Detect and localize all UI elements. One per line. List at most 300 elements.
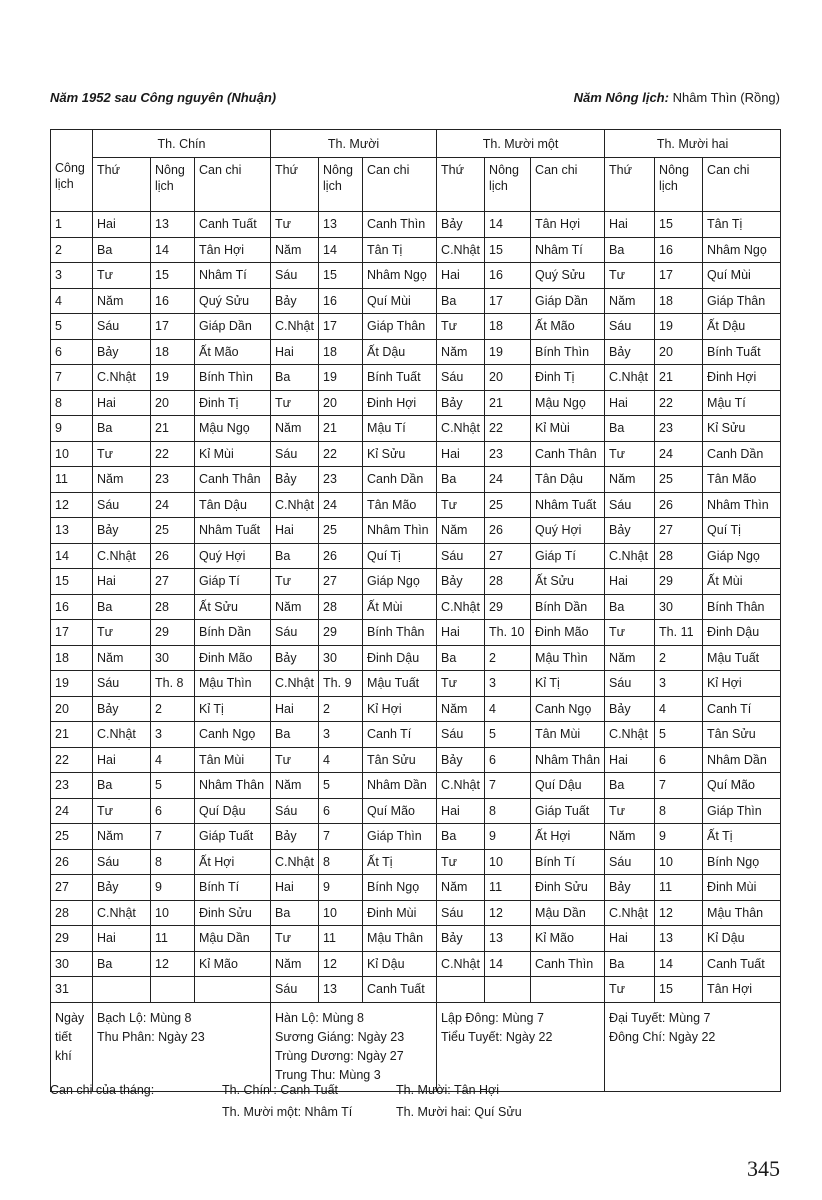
weekday-cell: Sáu <box>271 798 319 824</box>
can-chi-cell: Ất Mão <box>531 314 605 340</box>
day-number: 6 <box>51 339 93 365</box>
can-chi-cell: Bính Tí <box>195 875 271 901</box>
lunar-day-cell: 14 <box>485 212 531 238</box>
weekday-cell: Năm <box>605 645 655 671</box>
can-chi-cell: Tân Mùi <box>195 747 271 773</box>
footer-month-canchi: Th. Mười hai: Quí Sửu <box>396 1105 522 1119</box>
weekday-cell: Sáu <box>437 722 485 748</box>
can-chi-cell: Mậu Thân <box>703 900 781 926</box>
lunar-day-cell: 13 <box>319 212 363 238</box>
can-chi-cell: Quí Dậu <box>195 798 271 824</box>
weekday-cell: Bảy <box>437 926 485 952</box>
day-number: 31 <box>51 977 93 1003</box>
weekday-cell: Năm <box>271 416 319 442</box>
day-row <box>51 518 781 544</box>
weekday-cell: Sáu <box>271 441 319 467</box>
lunar-day-cell: 30 <box>151 645 195 671</box>
weekday-cell: Năm <box>271 237 319 263</box>
can-chi-cell: Nhâm Tuất <box>195 518 271 544</box>
can-chi-cell: Mậu Ngọ <box>531 390 605 416</box>
weekday-cell: Tư <box>605 620 655 646</box>
lunar-day-cell: 7 <box>485 773 531 799</box>
day-row <box>51 543 781 569</box>
lunar-day-cell: 14 <box>151 237 195 263</box>
lunar-day-cell: 23 <box>319 467 363 493</box>
tiet-khi-entry: Trùng Dương: Ngày 27 <box>275 1048 404 1063</box>
lunar-day-cell: 16 <box>485 263 531 289</box>
lunar-day-cell: 20 <box>319 390 363 416</box>
lunar-year-header <box>574 90 780 105</box>
lunar-day-cell: 3 <box>655 671 703 697</box>
can-chi-cell: Canh Thân <box>195 467 271 493</box>
can-chi-cell: Giáp Thân <box>703 288 781 314</box>
can-chi-cell: Quí Mão <box>363 798 437 824</box>
weekday-cell: Tư <box>605 977 655 1003</box>
lunar-day-cell: 24 <box>151 492 195 518</box>
weekday-cell: Ba <box>93 416 151 442</box>
weekday-cell: Tư <box>437 849 485 875</box>
day-row <box>51 441 781 467</box>
day-row <box>51 288 781 314</box>
table-body <box>51 212 781 1092</box>
can-chi-cell: Kỉ Sửu <box>363 441 437 467</box>
can-chi-cell: Đinh Dậu <box>703 620 781 646</box>
weekday-cell: Ba <box>93 237 151 263</box>
weekday-cell: Hai <box>271 518 319 544</box>
lunar-day-cell: 13 <box>485 926 531 952</box>
lunar-day-cell: 21 <box>151 416 195 442</box>
lunar-day-cell: 8 <box>151 849 195 875</box>
day-row <box>51 594 781 620</box>
can-chi-cell: Mậu Ngọ <box>195 416 271 442</box>
weekday-cell: C.Nhật <box>271 671 319 697</box>
can-chi-cell: Nhâm Tuất <box>531 492 605 518</box>
can-chi-cell: Quý Hợi <box>195 543 271 569</box>
weekday-cell: Sáu <box>271 263 319 289</box>
lunar-day-cell: 17 <box>319 314 363 340</box>
day-row <box>51 977 781 1003</box>
lunar-day-cell: 14 <box>485 951 531 977</box>
day-row <box>51 620 781 646</box>
weekday-cell: Ba <box>605 237 655 263</box>
lunar-day-cell: 3 <box>485 671 531 697</box>
can-chi-cell: Bính Thìn <box>195 365 271 391</box>
can-chi-cell: Ất Sửu <box>195 594 271 620</box>
can-chi-cell <box>531 977 605 1003</box>
can-chi-cell: Ất Hợi <box>195 849 271 875</box>
weekday-cell: Tư <box>271 569 319 595</box>
lunar-day-cell: 11 <box>151 926 195 952</box>
header-thu: Thứ <box>605 158 655 212</box>
day-number: 21 <box>51 722 93 748</box>
weekday-cell: Hai <box>271 696 319 722</box>
lunar-day-cell: 17 <box>655 263 703 289</box>
day-row <box>51 926 781 952</box>
can-chi-cell: Quý Sửu <box>531 263 605 289</box>
can-chi-cell: Tân Mão <box>703 467 781 493</box>
can-chi-cell: Mậu Thân <box>363 926 437 952</box>
month-title: Th. Mười hai <box>605 130 781 158</box>
can-chi-cell: Ất Mùi <box>363 594 437 620</box>
day-number: 17 <box>51 620 93 646</box>
weekday-cell: Sáu <box>437 900 485 926</box>
month-title: Th. Chín <box>93 130 271 158</box>
weekday-cell: Bảy <box>437 390 485 416</box>
lunar-day-cell: 8 <box>655 798 703 824</box>
can-chi-cell: Đinh Mùi <box>703 875 781 901</box>
lunar-day-cell <box>485 977 531 1003</box>
lunar-day-cell: 27 <box>319 569 363 595</box>
weekday-cell: Hai <box>437 620 485 646</box>
weekday-cell: Hai <box>605 926 655 952</box>
weekday-cell: Năm <box>437 339 485 365</box>
day-row <box>51 314 781 340</box>
lunar-day-cell: 19 <box>319 365 363 391</box>
can-chi-cell: Đinh Mão <box>531 620 605 646</box>
can-chi-cell: Canh Tí <box>363 722 437 748</box>
weekday-cell: Bảy <box>93 339 151 365</box>
weekday-cell: Năm <box>93 824 151 850</box>
lunar-day-cell: 21 <box>485 390 531 416</box>
can-chi-cell: Quí Mão <box>703 773 781 799</box>
lunar-day-cell: 26 <box>319 543 363 569</box>
lunar-day-cell: 28 <box>319 594 363 620</box>
day-row <box>51 390 781 416</box>
footer-month-canchi: Th. Mười: Tân Hợi <box>396 1083 500 1097</box>
tiet-khi-entry: Tiểu Tuyết: Ngày 22 <box>441 1029 553 1044</box>
weekday-cell: C.Nhật <box>271 314 319 340</box>
can-chi-cell: Canh Thìn <box>531 951 605 977</box>
can-chi-cell: Kỉ Dậu <box>703 926 781 952</box>
can-chi-cell: Kỉ Mùi <box>195 441 271 467</box>
can-chi-cell: Kỉ Mùi <box>531 416 605 442</box>
lunar-day-cell: 18 <box>485 314 531 340</box>
day-number: 15 <box>51 569 93 595</box>
header-nong-lich: Nông lịch <box>151 158 195 212</box>
can-chi-cell: Bính Thân <box>363 620 437 646</box>
weekday-cell: Ba <box>93 951 151 977</box>
tiet-khi-entry: Đại Tuyết: Mùng 7 <box>609 1010 711 1025</box>
lunar-day-cell: 6 <box>319 798 363 824</box>
can-chi-cell: Giáp Thìn <box>703 798 781 824</box>
lunar-day-cell: 25 <box>485 492 531 518</box>
weekday-cell: Sáu <box>271 977 319 1003</box>
tiet-khi-entry: Bạch Lộ: Mùng 8 <box>97 1010 192 1025</box>
weekday-cell: C.Nhật <box>605 543 655 569</box>
can-chi-cell: Giáp Tí <box>531 543 605 569</box>
lunar-day-cell: 6 <box>151 798 195 824</box>
weekday-cell: Hai <box>93 390 151 416</box>
can-chi-cell: Mậu Dần <box>531 900 605 926</box>
lunar-day-cell: 21 <box>319 416 363 442</box>
day-number: 9 <box>51 416 93 442</box>
can-chi-cell: Tân Mùi <box>531 722 605 748</box>
weekday-cell: Tư <box>271 926 319 952</box>
lunar-day-cell: 29 <box>655 569 703 595</box>
can-chi-cell <box>195 977 271 1003</box>
weekday-cell: Bảy <box>271 824 319 850</box>
can-chi-cell: Mậu Dần <box>195 926 271 952</box>
weekday-cell: Bảy <box>437 747 485 773</box>
lunar-day-cell: 8 <box>319 849 363 875</box>
day-number: 16 <box>51 594 93 620</box>
tiet-khi-cell <box>93 1002 271 1091</box>
can-chi-cell: Tân Hợi <box>703 977 781 1003</box>
weekday-cell: C.Nhật <box>271 849 319 875</box>
weekday-cell: Hai <box>93 212 151 238</box>
can-chi-cell: Quí Tị <box>363 543 437 569</box>
lunar-day-cell: 19 <box>655 314 703 340</box>
lunar-day-cell: 25 <box>655 467 703 493</box>
day-number: 22 <box>51 747 93 773</box>
can-chi-cell: Quí Tị <box>703 518 781 544</box>
can-chi-cell: Ất Hợi <box>531 824 605 850</box>
day-row <box>51 722 781 748</box>
header-nong-lich: Nông lịch <box>319 158 363 212</box>
tiet-khi-entry: Đông Chí: Ngày 22 <box>609 1029 716 1044</box>
can-chi-cell: Bính Ngọ <box>363 875 437 901</box>
day-number: 20 <box>51 696 93 722</box>
lunar-day-cell: 12 <box>655 900 703 926</box>
can-chi-cell: Nhâm Tí <box>195 263 271 289</box>
can-chi-cell: Kỉ Dậu <box>363 951 437 977</box>
can-chi-cell: Mậu Thìn <box>195 671 271 697</box>
lunar-day-cell: 26 <box>655 492 703 518</box>
lunar-day-cell: 27 <box>485 543 531 569</box>
lunar-day-cell: 13 <box>151 212 195 238</box>
lunar-day-cell: 2 <box>319 696 363 722</box>
can-chi-cell: Mậu Thìn <box>531 645 605 671</box>
day-row <box>51 747 781 773</box>
day-number: 11 <box>51 467 93 493</box>
can-chi-cell: Nhâm Thân <box>531 747 605 773</box>
lunar-day-cell: 2 <box>151 696 195 722</box>
lunar-day-cell: 16 <box>655 237 703 263</box>
weekday-cell: Ba <box>605 773 655 799</box>
header-can-chi: Can chi <box>531 158 605 212</box>
weekday-cell: Hai <box>437 441 485 467</box>
day-row <box>51 798 781 824</box>
lunar-day-cell: 24 <box>655 441 703 467</box>
lunar-day-cell: 22 <box>485 416 531 442</box>
day-row <box>51 492 781 518</box>
day-number: 25 <box>51 824 93 850</box>
can-chi-cell: Bính Thân <box>703 594 781 620</box>
weekday-cell: C.Nhật <box>93 543 151 569</box>
header-thu: Thứ <box>93 158 151 212</box>
lunar-day-cell: 14 <box>655 951 703 977</box>
can-chi-cell: Bính Tuất <box>703 339 781 365</box>
day-number: 7 <box>51 365 93 391</box>
can-chi-cell: Canh Tí <box>703 696 781 722</box>
lunar-day-cell: 4 <box>151 747 195 773</box>
can-chi-cell: Ất Mùi <box>703 569 781 595</box>
can-chi-cell: Nhâm Dần <box>703 747 781 773</box>
weekday-cell <box>93 977 151 1003</box>
weekday-cell: Tư <box>605 441 655 467</box>
lunar-day-cell: 12 <box>151 951 195 977</box>
lunar-day-cell: 13 <box>319 977 363 1003</box>
lunar-day-cell: 2 <box>485 645 531 671</box>
weekday-cell: Bảy <box>93 875 151 901</box>
day-row <box>51 263 781 289</box>
lunar-day-cell: 9 <box>319 875 363 901</box>
day-number: 8 <box>51 390 93 416</box>
weekday-cell: Ba <box>271 722 319 748</box>
day-row <box>51 339 781 365</box>
can-chi-cell: Tân Dậu <box>531 467 605 493</box>
day-row <box>51 645 781 671</box>
day-row <box>51 849 781 875</box>
can-chi-cell: Quí Mùi <box>703 263 781 289</box>
can-chi-cell: Nhâm Tí <box>531 237 605 263</box>
day-number: 4 <box>51 288 93 314</box>
lunar-day-cell: 26 <box>151 543 195 569</box>
weekday-cell: Bảy <box>271 288 319 314</box>
weekday-cell: Tư <box>271 747 319 773</box>
lunar-day-cell: 23 <box>485 441 531 467</box>
lunar-day-cell: Th. 9 <box>319 671 363 697</box>
lunar-day-cell: 3 <box>319 722 363 748</box>
lunar-day-cell: 5 <box>485 722 531 748</box>
footer-month-canchi: Th. Chín : Canh Tuất <box>222 1083 339 1097</box>
weekday-cell: C.Nhật <box>93 365 151 391</box>
can-chi-cell: Giáp Ngọ <box>703 543 781 569</box>
lunar-day-cell: 18 <box>151 339 195 365</box>
weekday-cell: C.Nhật <box>605 900 655 926</box>
weekday-cell: Ba <box>437 645 485 671</box>
lunar-day-cell: 17 <box>151 314 195 340</box>
tiet-khi-label: Ngày tiết khí <box>51 1002 93 1091</box>
day-row <box>51 237 781 263</box>
day-row <box>51 467 781 493</box>
lunar-day-cell: 15 <box>485 237 531 263</box>
can-chi-cell: Bính Dần <box>195 620 271 646</box>
header-thu: Thứ <box>437 158 485 212</box>
can-chi-cell: Ất Tị <box>363 849 437 875</box>
can-chi-cell: Nhâm Ngọ <box>363 263 437 289</box>
lunar-day-cell: 22 <box>151 441 195 467</box>
lunar-day-cell: 15 <box>151 263 195 289</box>
lunar-day-cell: 9 <box>655 824 703 850</box>
can-chi-cell: Kỉ Mão <box>195 951 271 977</box>
lunar-day-cell: 23 <box>655 416 703 442</box>
can-chi-cell: Đinh Sửu <box>195 900 271 926</box>
weekday-cell: Sáu <box>93 671 151 697</box>
header-can-chi: Can chi <box>363 158 437 212</box>
can-chi-cell: Giáp Dần <box>195 314 271 340</box>
tiet-khi-row <box>51 1002 781 1091</box>
lunar-day-cell: 26 <box>485 518 531 544</box>
can-chi-cell: Nhâm Thìn <box>703 492 781 518</box>
weekday-cell: Năm <box>437 875 485 901</box>
day-row <box>51 824 781 850</box>
lunar-day-cell: Th. 11 <box>655 620 703 646</box>
weekday-cell: Hai <box>605 390 655 416</box>
lunar-day-cell: 12 <box>485 900 531 926</box>
lunar-day-cell: 18 <box>319 339 363 365</box>
lunar-day-cell: 11 <box>485 875 531 901</box>
day-number: 10 <box>51 441 93 467</box>
can-chi-cell: Tân Sửu <box>703 722 781 748</box>
weekday-cell: Bảy <box>271 467 319 493</box>
weekday-cell: Sáu <box>93 492 151 518</box>
month-title: Th. Mười một <box>437 130 605 158</box>
lunar-day-cell: 9 <box>151 875 195 901</box>
lunar-day-cell: 11 <box>655 875 703 901</box>
can-chi-cell: Bính Tí <box>531 849 605 875</box>
can-chi-cell: Đinh Tị <box>531 365 605 391</box>
day-number: 30 <box>51 951 93 977</box>
can-chi-cell: Đinh Tị <box>195 390 271 416</box>
can-chi-cell: Ất Dậu <box>703 314 781 340</box>
weekday-cell: Ba <box>605 416 655 442</box>
weekday-cell: Bảy <box>605 875 655 901</box>
can-chi-cell: Mậu Tuất <box>703 645 781 671</box>
day-number: 28 <box>51 900 93 926</box>
day-row <box>51 773 781 799</box>
footer-label: Can chi của tháng: <box>50 1083 155 1097</box>
lunar-day-cell: 10 <box>655 849 703 875</box>
can-chi-cell: Tân Mão <box>363 492 437 518</box>
day-number: 26 <box>51 849 93 875</box>
can-chi-cell: Quí Dậu <box>531 773 605 799</box>
lunar-day-cell: 2 <box>655 645 703 671</box>
lunar-day-cell: 7 <box>151 824 195 850</box>
can-chi-cell: Kỉ Tị <box>195 696 271 722</box>
lunar-day-cell: 14 <box>319 237 363 263</box>
weekday-cell: Bảy <box>271 645 319 671</box>
can-chi-cell: Ất Sửu <box>531 569 605 595</box>
weekday-cell: Ba <box>93 594 151 620</box>
weekday-cell: Tư <box>93 263 151 289</box>
weekday-cell: C.Nhật <box>605 365 655 391</box>
lunar-day-cell: 24 <box>319 492 363 518</box>
weekday-cell: Năm <box>271 773 319 799</box>
weekday-cell: Hai <box>93 926 151 952</box>
weekday-cell: Năm <box>437 518 485 544</box>
can-chi-cell: Canh Tuất <box>195 212 271 238</box>
weekday-cell: Ba <box>93 773 151 799</box>
weekday-cell: Năm <box>437 696 485 722</box>
weekday-cell: Sáu <box>605 671 655 697</box>
lunar-day-cell: 24 <box>485 467 531 493</box>
lunar-day-cell: 7 <box>655 773 703 799</box>
calendar-table <box>50 129 781 1092</box>
tiet-khi-entry: Sương Giáng: Ngày 23 <box>275 1029 405 1044</box>
weekday-cell: C.Nhật <box>437 416 485 442</box>
lunar-day-cell: 18 <box>655 288 703 314</box>
weekday-cell: Tư <box>437 671 485 697</box>
day-row <box>51 696 781 722</box>
weekday-cell: Ba <box>437 288 485 314</box>
day-row <box>51 212 781 238</box>
day-number: 29 <box>51 926 93 952</box>
lunar-day-cell: 20 <box>151 390 195 416</box>
weekday-cell: Tư <box>93 620 151 646</box>
can-chi-cell: Quý Sửu <box>195 288 271 314</box>
tiet-khi-cell <box>271 1002 437 1091</box>
lunar-day-cell: 19 <box>485 339 531 365</box>
can-chi-cell: Kỉ Tị <box>531 671 605 697</box>
day-row <box>51 365 781 391</box>
weekday-cell: Bảy <box>605 696 655 722</box>
weekday-cell: Năm <box>605 824 655 850</box>
day-row <box>51 951 781 977</box>
lunar-day-cell: Th. 10 <box>485 620 531 646</box>
can-chi-cell: Mậu Tí <box>363 416 437 442</box>
can-chi-cell: Canh Tuất <box>363 977 437 1003</box>
